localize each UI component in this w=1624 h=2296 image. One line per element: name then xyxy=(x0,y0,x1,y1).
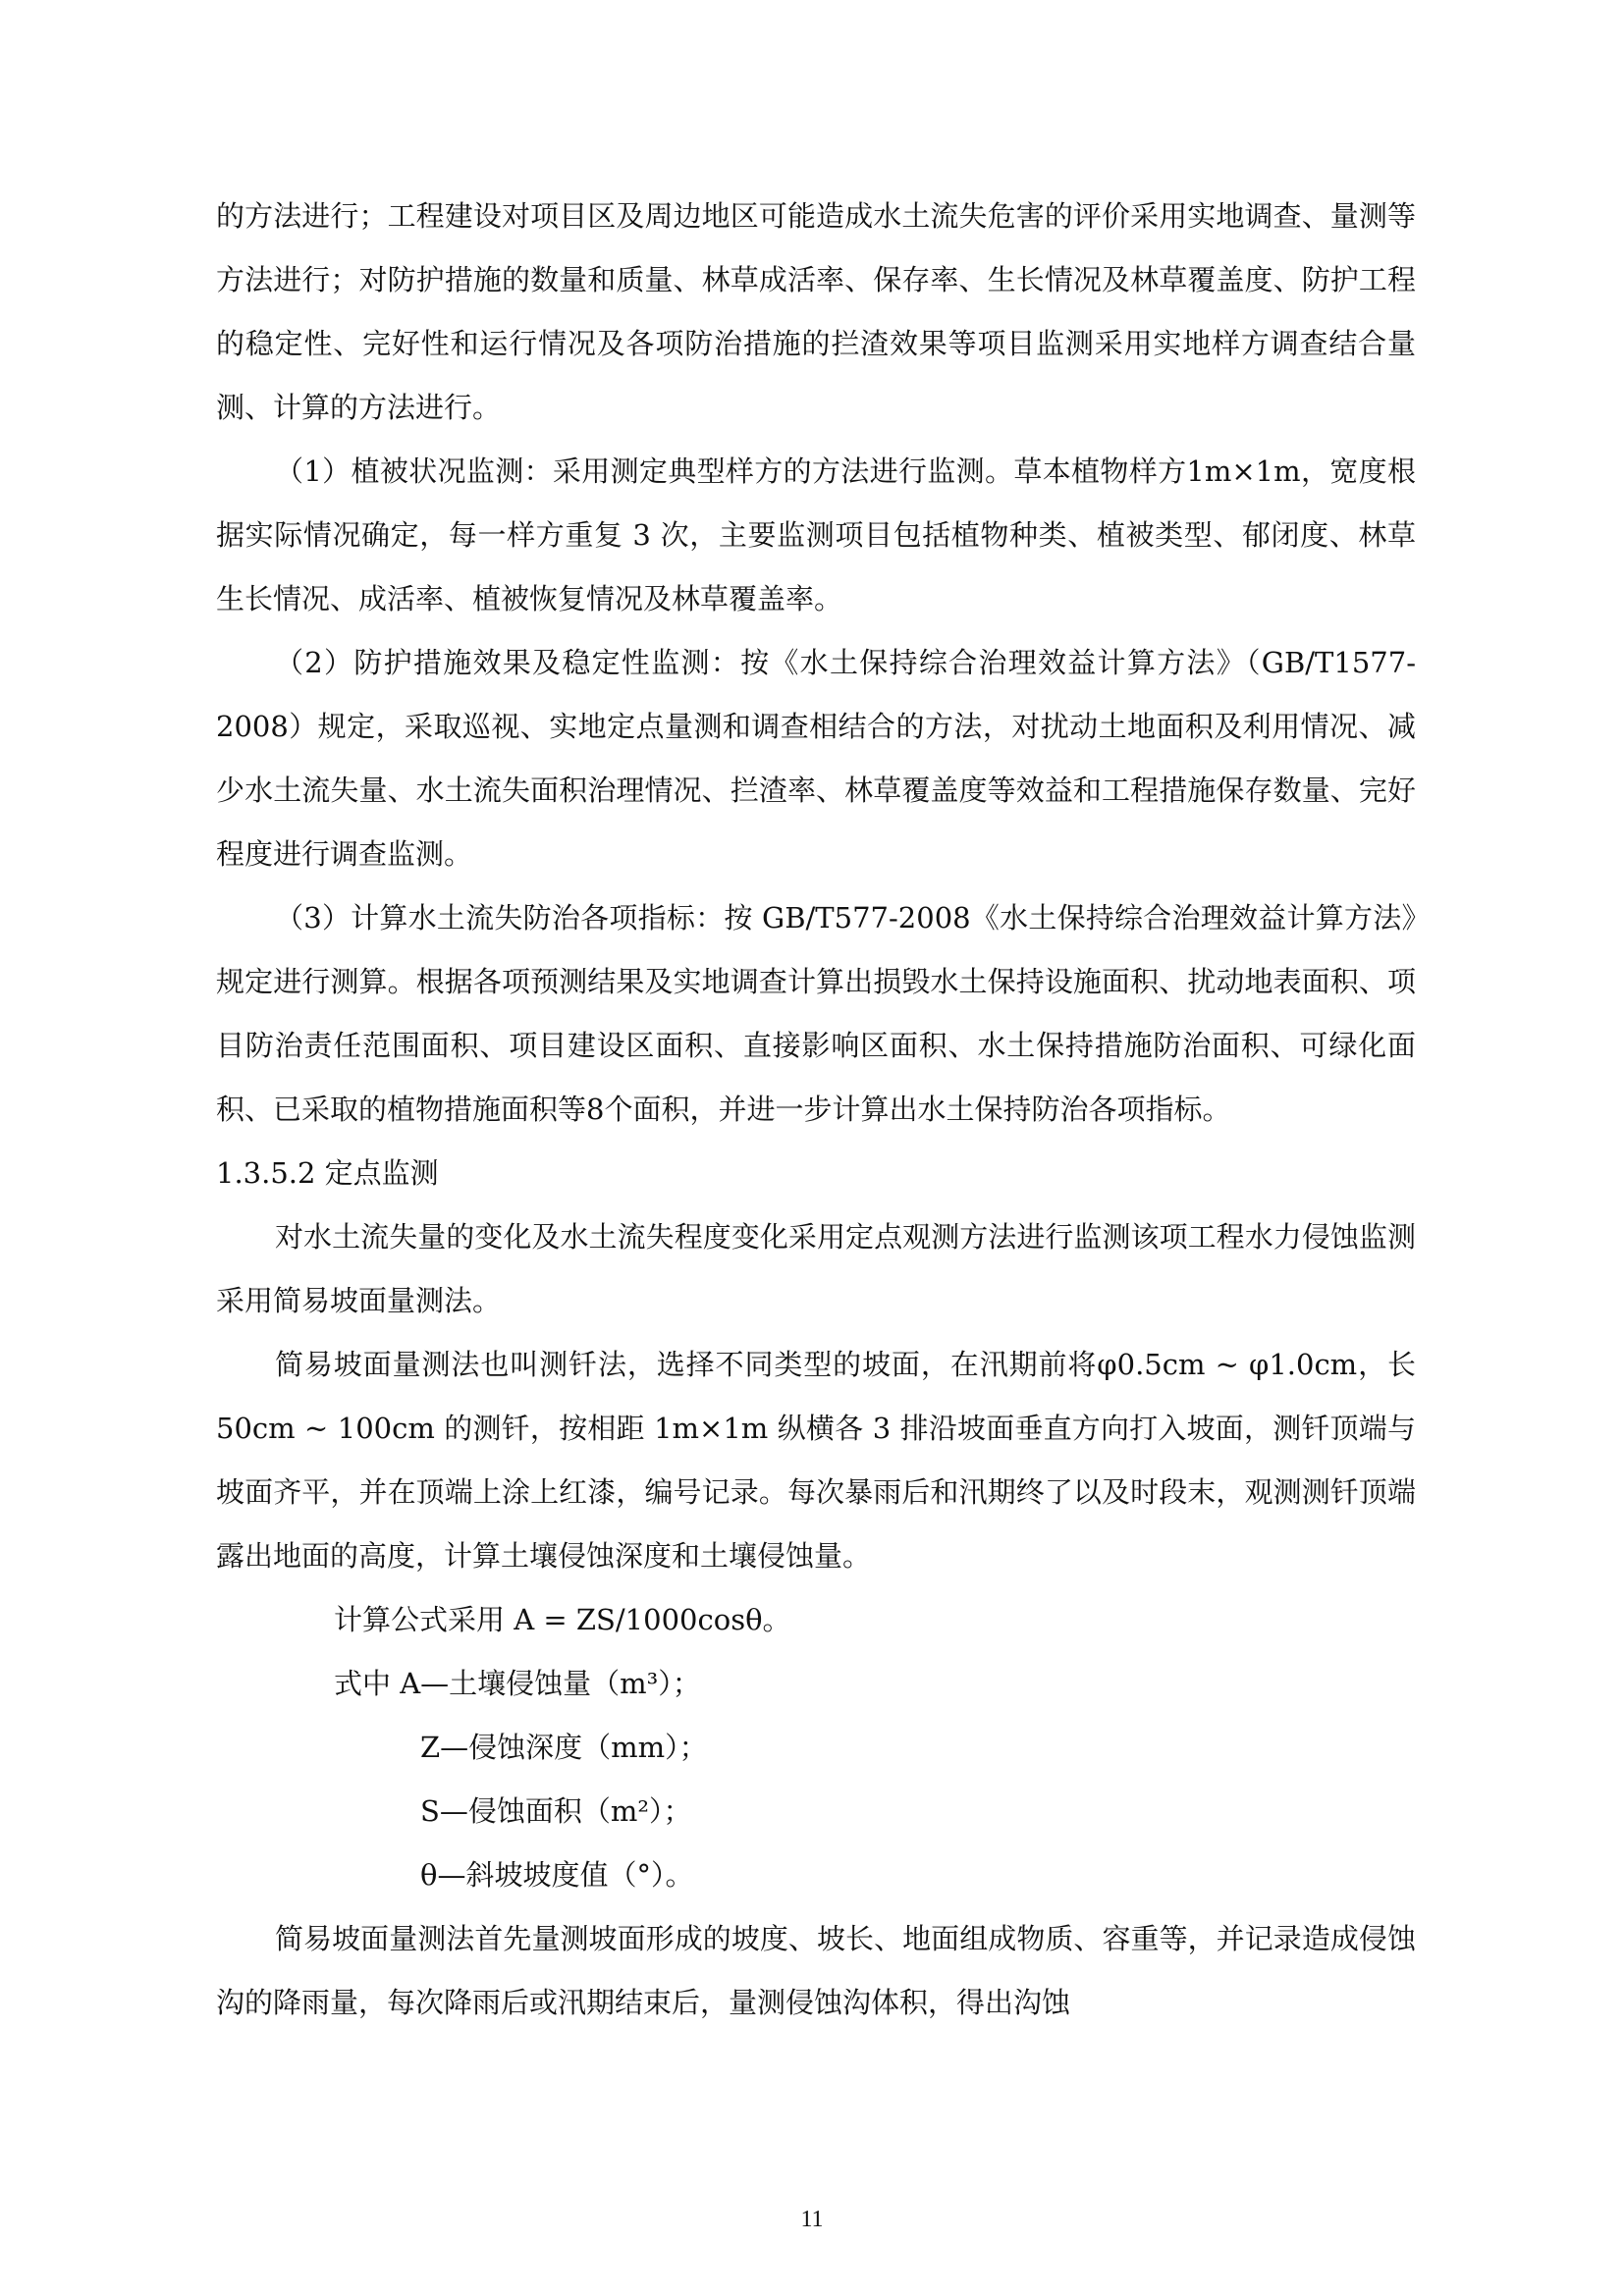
paragraph-slope-measurement: 简易坡面量测法首先量测坡面形成的坡度、坡长、地面组成物质、容重等，并记录造成侵蚀沟的降雨量，每次降雨后或汛期结束后，量测侵蚀沟体积，得出沟蚀 xyxy=(216,1922,1416,2019)
paragraph-indicator-calculation: （3）计算水土流失防治各项指标：按 GB/T577-2008《水土保持综合治理效益计算方法》规定进行测算。根据各项预测结果及实地调查计算出损毁水土保持设施面积、扰动地表面积、项目防治责任范围面积、项目建设区面积、直接影响区面积、水土保持措施防治面积、可绿化面积、已采取的植物措施面积等8个面积，并进一步计算出水土保持防治各项指标。 xyxy=(216,901,1416,1126)
formula-variable-s: S—侵蚀面积（m²）； xyxy=(420,1794,692,1828)
formula-variable-theta: θ—斜坡坡度值（°）。 xyxy=(420,1858,694,1892)
body-text xyxy=(216,185,1416,2035)
paragraph-pin-method: 简易坡面量测法也叫测钎法，选择不同类型的坡面，在汛期前将φ0.5cm ~ φ1.0cm，长 50cm ~ 100cm 的测钎，按相距 1m×1m 纵横各 3 排沿坡面垂直方向打入坡面，测钎顶端与坡面齐平，并在顶端上涂上红漆，编号记录。每次暴雨后和汛期终了以及时段末，观测测钎顶端露出地面的高度，计算土壤侵蚀深度和土壤侵蚀量。 xyxy=(216,1348,1416,1573)
paragraph-vegetation-monitoring: （1）植被状况监测：采用测定典型样方的方法进行监测。草本植物样方1m×1m，宽度根据实际情况确定，每一样方重复 3 次，主要监测项目包括植物种类、植被类型、郁闭度、林草生长情况、成活率、植被恢复情况及林草覆盖率。 xyxy=(216,454,1416,615)
page-number: 11 xyxy=(800,2207,824,2232)
formula-intro: 计算公式采用 A = ZS/1000cosθ。 xyxy=(334,1603,791,1636)
formula-where: 式中 A—土壤侵蚀量（m³）； xyxy=(334,1667,701,1700)
paragraph-methods-continued: 的方法进行；工程建设对项目区及周边地区可能造成水土流失危害的评价采用实地调查、量测等方法进行；对防护措施的数量和质量、林草成活率、保存率、生长情况及林草覆盖度、防护工程的稳定性、完好性和运行情况及各项防治措施的拦渣效果等项目监测采用实地样方调查结合量测、计算的方法进行。 xyxy=(216,199,1416,424)
section-heading: 1.3.5.2 定点监测 xyxy=(216,1156,439,1190)
paragraph-protection-effect-monitoring: （2）防护措施效果及稳定性监测：按《水土保持综合治理效益计算方法》（GB/T1577-2008）规定，采取巡视、实地定点量测和调查相结合的方法，对扰动土地面积及利用情况、减少水土流失量、水土流失面积治理情况、拦渣率、林草覆盖度等效益和工程措施保存数量、完好程度进行调查监测。 xyxy=(216,646,1416,871)
formula-variable-z: Z—侵蚀深度（mm）； xyxy=(420,1731,708,1764)
paragraph-fixed-point-monitoring: 对水土流失量的变化及水土流失程度变化采用定点观测方法进行监测该项工程水力侵蚀监测采用简易坡面量测法。 xyxy=(216,1220,1416,1317)
